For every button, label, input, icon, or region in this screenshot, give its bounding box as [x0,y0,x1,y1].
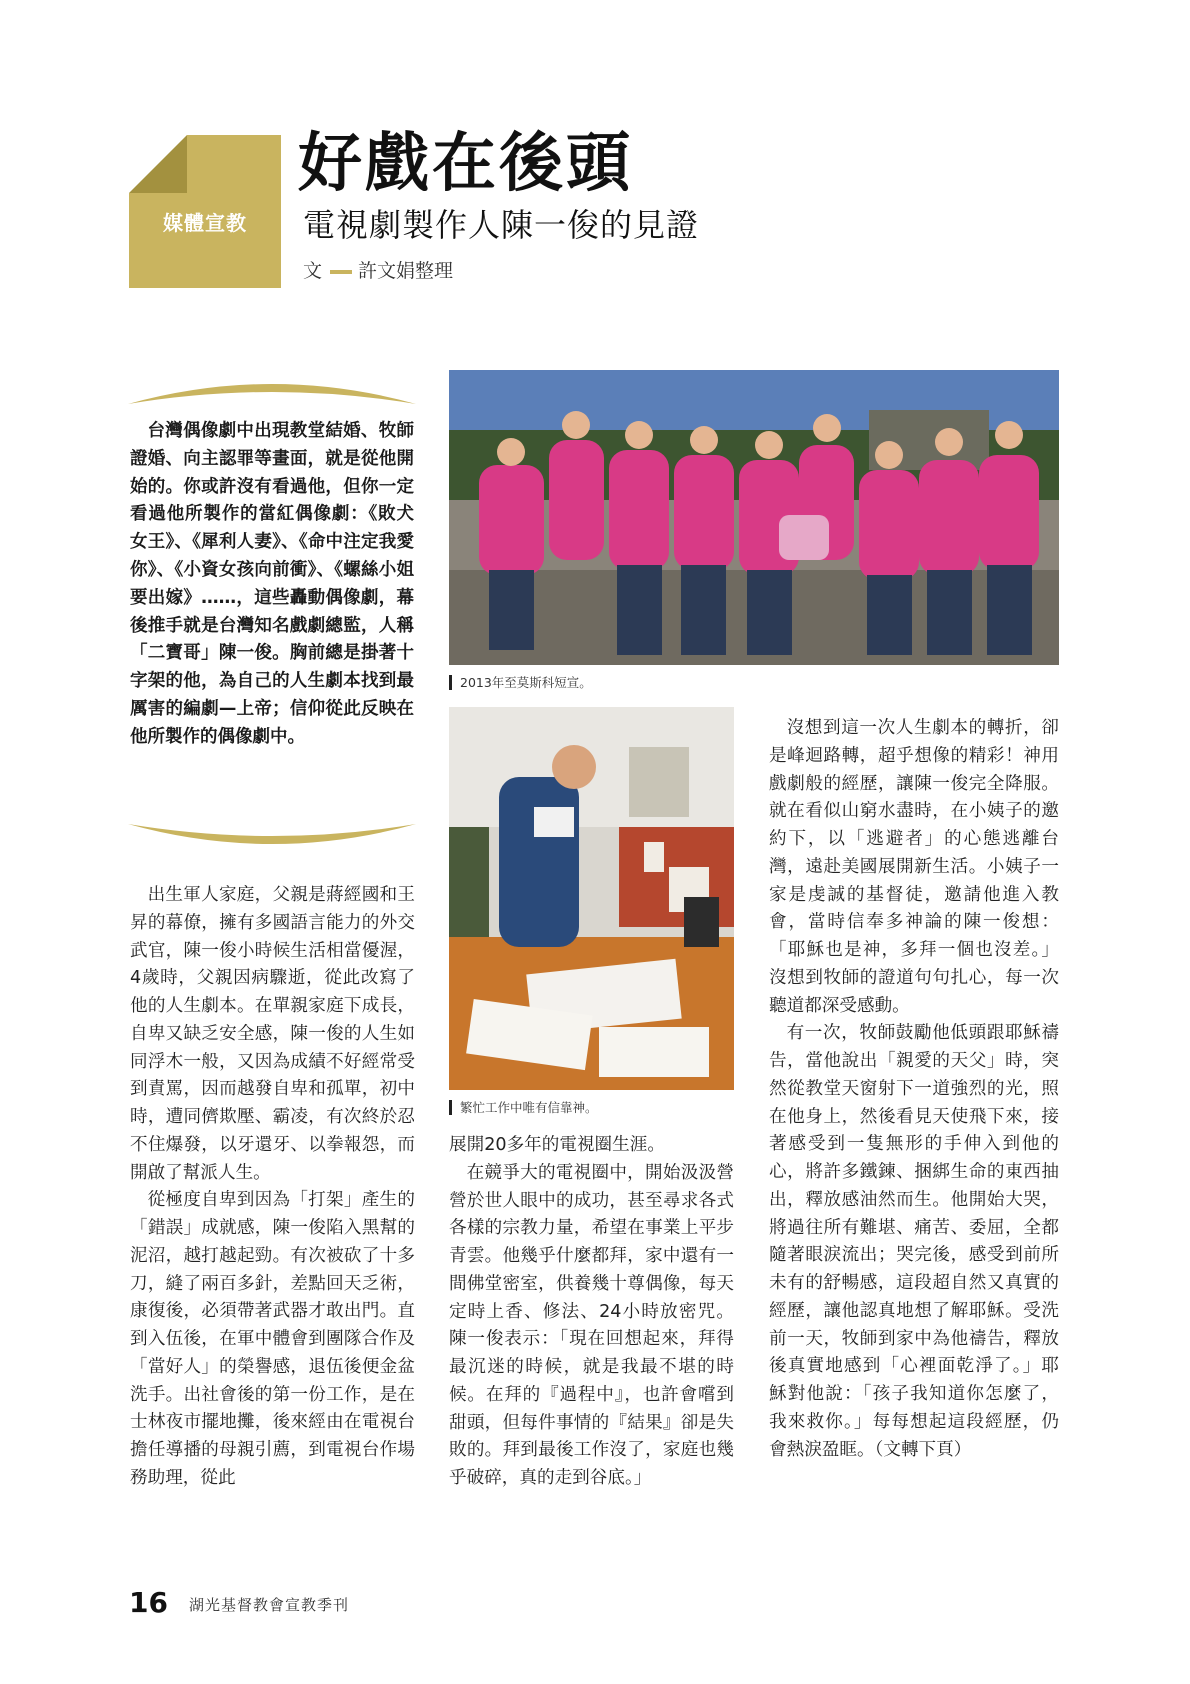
intro-text: 台灣偶像劇中出現教堂結婚、牧師證婚、向主認罪等畫面，就是從他開始的。你或許沒有看過他，但你一定看過他所製作的當紅偶像劇：《敗犬女王》、《犀利人妻》、《命中注定我愛你》、《小資女孩向前衝》、《螺絲小姐要出嫁》……，這些轟動偶像劇，幕後推手就是台灣知名戲劇總監，人稱「二寶哥」陳一俊。胸前總是掛著十字架的他，為自己的人生劇本找到最厲害的編劇—上帝；信仰從此反映在他所製作的偶像劇中。 [130,421,414,747]
byline-dash [330,270,352,274]
group-photo [449,370,1059,665]
body-paragraph: 在競爭大的電視圈中，開始汲汲營營於世人眼中的成功，甚至尋求各式各樣的宗教力量，希望在事業上平步青雲。他幾乎什麼都拜，家中還有一間佛堂密室，供養幾十尊偶像，每天定時上香、修法、24小時放密咒。陳一俊表示：「現在回想起來，拜得最沉迷的時候，就是我最不堪的時候。在拜的『過程中』，也許會嚐到甜頭，但每件事情的『結果』卻是失敗的。拜到最後工作沒了，家庭也幾乎破碎，真的走到谷底。」 [449,1162,734,1488]
section-tag-label: 媒體宣教 [163,211,247,235]
body-column-3 [769,715,1059,1464]
body-paragraph: 出生軍人家庭，父親是蔣經國和王昇的幕僚，擁有多國語言能力的外交武官，陳一俊小時候生活相當優渥，4歲時，父親因病驟逝，從此改寫了他的人生劇本。在單親家庭下成長，自卑又缺乏安全感，陳一俊的人生如同浮木一般，又因為成績不好經常受到責罵，因而越發自卑和孤單，初中時，遭同儕欺壓、霸凌，有次終於忍不住爆發，以牙還牙、以拳報怨，而開啟了幫派人生。 [130,885,415,1183]
top-arc-ornament [128,370,416,408]
article-title: 好戲在後頭 [298,127,633,201]
byline-author: 許文娟整理 [358,260,454,282]
publication-name: 湖光基督教會宣教季刊 [189,1596,350,1614]
byline [303,257,453,285]
body-paragraph: 沒想到這一次人生劇本的轉折，卻是峰迴路轉，超乎想像的精彩！神用戲劇般的經歷，讓陳一俊完全降服。就在看似山窮水盡時，在小姨子的邀約下，以「逃避者」的心態逃離台灣，遠赴美國展開新生活。小姨子一家是虔誠的基督徒，邀請他進入教會，當時信奉多神論的陳一俊想：「耶穌也是神，多拜一個也沒差。」沒想到牧師的證道句句扎心，每一次聽道都深受感動。 [769,718,1059,1016]
body-column-2 [449,1132,734,1493]
body-paragraph: 展開20多年的電視圈生涯。 [449,1135,665,1155]
office-photo-caption: 繁忙工作中唯有信靠神。 [449,1100,598,1115]
intro-paragraph [130,418,414,752]
body-paragraph: 有一次，牧師鼓勵他低頭跟耶穌禱告，當他說出「親愛的天父」時，突然從教堂天窗射下一道強烈的光，照在他身上，然後看見天使飛下來，接著感受到一隻無形的手伸入到他的心，將許多鐵鍊、捆綁生命的東西抽出，釋放感油然而生。他開始大哭，將過往所有難堪、痛苦、委屈，全都隨著眼淚流出；哭完後，感受到前所未有的舒暢感，這段超自然又真實的經歷，讓他認真地想了解耶穌。受洗前一天，牧師到家中為他禱告，釋放後真實地感到「心裡面乾淨了。」耶穌對他說：「孩子我知道你怎麼了，我來救你。」每每想起這段經歷，仍會熱淚盈眶。（文轉下頁） [769,1023,1059,1460]
office-photo [449,707,734,1090]
bottom-arc-ornament [128,820,416,858]
body-paragraph: 從極度自卑到因為「打架」產生的「錯誤」成就感，陳一俊陷入黑幫的泥沼，越打越起勁。有次被砍了十多刀，縫了兩百多針，差點回天乏術，康復後，必須帶著武器才敢出門。直到入伍後，在軍中體會到團隊合作及「當好人」的榮譽感，退伍後便金盆洗手。出社會後的第一份工作，是在士林夜市擺地攤，後來經由在電視台擔任導播的母親引薦，到電視台作場務助理，從此 [130,1190,415,1488]
article-subtitle: 電視劇製作人陳一俊的見證 [303,206,700,244]
page-number: 16 [129,1586,168,1619]
group-photo-caption: 2013年至莫斯科短宣。 [449,675,592,690]
folded-corner [129,135,187,193]
body-column-1 [130,882,415,1493]
byline-prefix: 文 [303,260,323,282]
